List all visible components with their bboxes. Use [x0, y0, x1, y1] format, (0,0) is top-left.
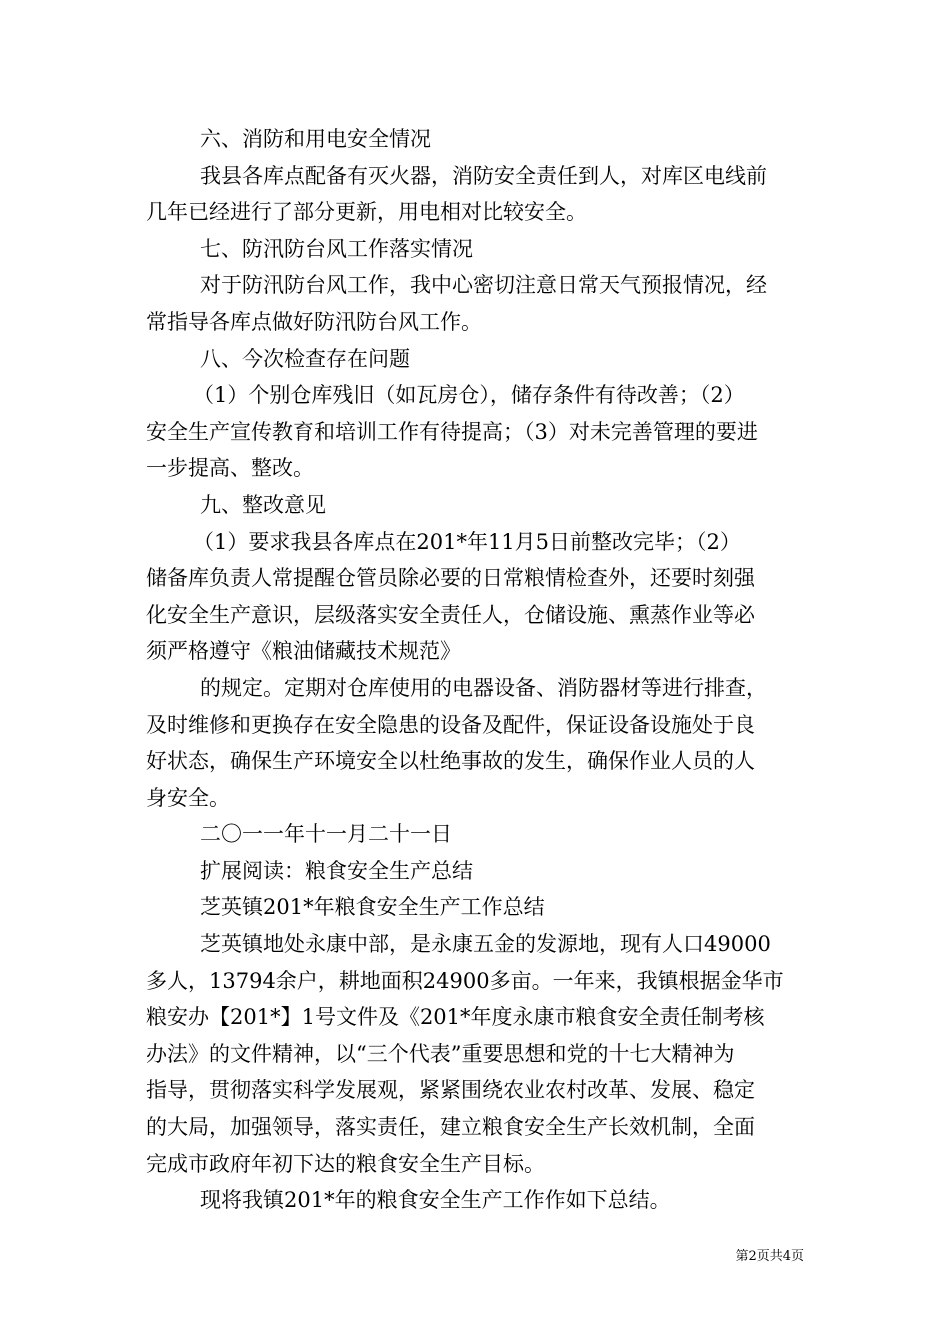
- text-line: 好状态，确保生产环境安全以杜绝事故的发生，确保作业人员的人: [146, 749, 755, 774]
- text-line: 的大局，加强领导，落实责任，建立粮食安全生产长效机制，全面: [146, 1115, 755, 1140]
- text-line: 扩展阅读：粮食安全生产总结: [200, 858, 473, 883]
- text-line: 储备库负责人常提醒仓管员除必要的日常粮情检查外，还要时刻强: [146, 566, 755, 591]
- text-line: 须严格遵守《粮油储藏技术规范》: [146, 639, 461, 664]
- text-line: 身安全。: [146, 785, 230, 810]
- text-line: （1）要求我县各库点在201*年11月5日前整改完毕；（2）: [193, 529, 741, 554]
- text-line: 多人，13794余户，耕地面积24900多亩。一年来，我镇根据金华市: [146, 968, 784, 993]
- text-line: （1）个别仓库残旧（如瓦房仓），储存条件有待改善；（2）: [193, 383, 745, 408]
- text-line: 我县各库点配备有灭火器，消防安全责任到人，对库区电线前: [200, 163, 767, 188]
- text-line: 粮安办【201*】1号文件及《201*年度永康市粮食安全责任制考核: [146, 1005, 765, 1030]
- text-line: 化安全生产意识，层级落实安全责任人，仓储设施、熏蒸作业等必: [146, 602, 755, 627]
- text-line: 八、今次检查存在问题: [200, 346, 410, 371]
- text-line: 芝英镇地处永康中部，是永康五金的发源地，现有人口49000: [200, 932, 771, 957]
- text-line: 一步提高、整改。: [146, 456, 314, 481]
- text-line: 二〇一一年十一月二十一日: [200, 822, 452, 847]
- text-line: 七、防汛防台风工作落实情况: [200, 236, 473, 261]
- text-line: 的规定。定期对仓库使用的电器设备、消防器材等进行排查，: [200, 675, 767, 700]
- text-line: 六、消防和用电安全情况: [200, 127, 431, 151]
- page-number: 第2页共4页: [735, 1249, 804, 1264]
- document-body: [146, 121, 804, 1219]
- text-line: 芝英镇201*年粮食安全生产工作总结: [200, 895, 545, 920]
- text-line: 常指导各库点做好防汛防台风工作。: [146, 309, 482, 334]
- text-line: 指导，贯彻落实科学发展观，紧紧围绕农业农村改革、发展、稳定: [146, 1078, 755, 1103]
- text-line: 九、整改意见: [200, 492, 326, 517]
- text-line: 对于防汛防台风工作，我中心密切注意日常天气预报情况，经: [200, 273, 767, 298]
- text-line: 安全生产宣传教育和培训工作有待提高；（3）对未完善管理的要进: [146, 419, 758, 444]
- text-line: 现将我镇201*年的粮食安全生产工作作如下总结。: [200, 1188, 671, 1213]
- text-line: 办法》的文件精神，以“三个代表”重要思想和党的十七大精神为: [146, 1041, 735, 1066]
- text-line: 及时维修和更换存在安全隐患的设备及配件，保证设备设施处于良: [146, 712, 755, 737]
- text-line: 几年已经进行了部分更新，用电相对比较安全。: [146, 200, 587, 225]
- text-line: 完成市政府年初下达的粮食安全生产目标。: [146, 1151, 545, 1176]
